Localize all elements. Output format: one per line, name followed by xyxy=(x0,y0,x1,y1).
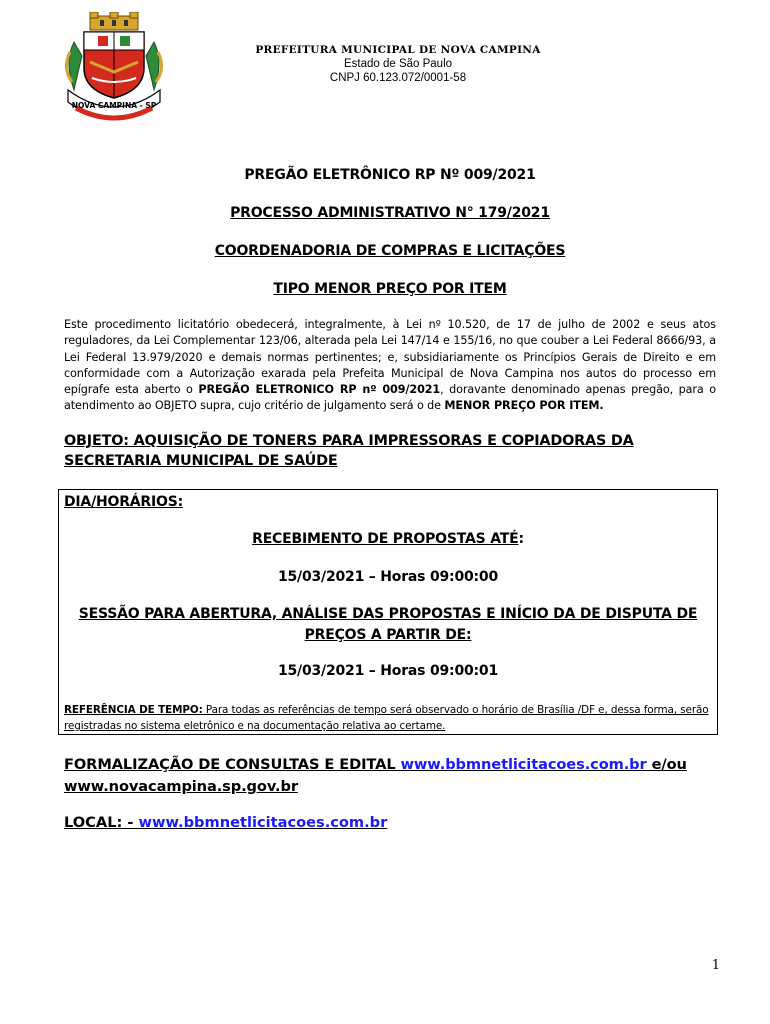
intro-bold-criterio: MENOR PREÇO POR ITEM. xyxy=(444,399,604,413)
title-processo: PROCESSO ADMINISTRATIVO N° 179/2021 xyxy=(230,205,550,221)
schedule-heading: DIA/HORÁRIOS: xyxy=(64,494,183,510)
local-label: LOCAL: - xyxy=(64,814,139,831)
session-label-line1: SESSÃO PARA ABERTURA, ANÁLISE DAS PROPOSTAS E INÍCIO DA DE DISPUTA DE xyxy=(78,606,698,622)
page-number: 1 xyxy=(711,958,720,973)
shield-icon xyxy=(84,32,144,98)
time-reference-label: REFERÊNCIA DE TEMPO: xyxy=(64,704,203,716)
local-link[interactable]: www.bbmnetlicitacoes.com.br xyxy=(138,814,388,831)
objeto-heading: OBJETO: AQUISIÇÃO DE TONERS PARA IMPRESSORAS E COPIADORAS DA SECRETARIA MUNICIPAL DE SAÚDE xyxy=(64,433,634,469)
title-coordenadoria: COORDENADORIA DE COMPRAS E LICITAÇÕES xyxy=(214,243,566,259)
intro-paragraph xyxy=(64,317,716,415)
header-municipality: PREFEITURA MUNICIPAL DE NOVA CAMPINA xyxy=(255,44,541,56)
receipt-time: 15/03/2021 – Horas 09:00:00 xyxy=(277,569,499,585)
intro-text-2: , doravante denominado apenas pregão, para o atendimento ao OBJETO supra, cujo critério de julgamento será o de xyxy=(64,383,716,413)
receipt-label-colon: : xyxy=(518,531,524,547)
title-tipo: TIPO MENOR PREÇO POR ITEM xyxy=(273,281,507,297)
novacampina-link[interactable]: www.novacampina.sp.gov.br xyxy=(64,778,298,795)
formalizacao-section xyxy=(64,754,724,798)
crest-text: NOVA CAMPINA - SP xyxy=(71,101,157,110)
header-cnpj: CNPJ 60.123.072/0001-58 xyxy=(329,72,467,84)
intro-bold-pregao: PREGÃO ELETRONICO RP nº 009/2021 xyxy=(198,383,441,397)
receipt-label-text: RECEBIMENTO DE PROPOSTAS ATÉ xyxy=(252,531,519,547)
intro-text-1: Este procedimento licitatório obedecerá, integralmente, à Lei nº 10.520, de 17 de julho de 2002 e seus atos reguladores, da Lei Complementar 123/06, alterada pela Lei 147/14 e 155/16, no que couber a Lei Federal 8666/93, a Lei Federal 13.979/2020 e demais normas pertinentes; e, subsidiariamente os Princípios Gerais de Direito e em conformidade com a Autorização exarada pela Prefeita Municipal de Nova Campina nos autos do processo em epígrafe esta aberto o xyxy=(64,318,716,397)
receipt-label xyxy=(58,531,718,547)
header-state: Estado de São Paulo xyxy=(343,58,453,70)
session-time: 15/03/2021 – Horas 09:00:01 xyxy=(277,663,499,679)
time-reference-text: Para todas as referências de tempo será observado o horário de Brasília /DF e, dessa forma, serão registradas no sistema eletrônico e na documentação relativa ao certame. xyxy=(64,704,709,732)
local-section xyxy=(64,814,387,831)
bbmnet-link[interactable]: www.bbmnetlicitacoes.com.br xyxy=(400,756,647,773)
time-reference-note xyxy=(64,702,714,734)
title-pregao: PREGÃO ELETRÔNICO RP Nº 009/2021 xyxy=(244,167,536,183)
formalizacao-connector: e/ou xyxy=(646,756,687,773)
crown-icon xyxy=(90,12,138,30)
session-label-line2: PREÇOS A PARTIR DE: xyxy=(304,627,472,643)
formalizacao-label: FORMALIZAÇÃO DE CONSULTAS E EDITAL xyxy=(64,756,401,773)
